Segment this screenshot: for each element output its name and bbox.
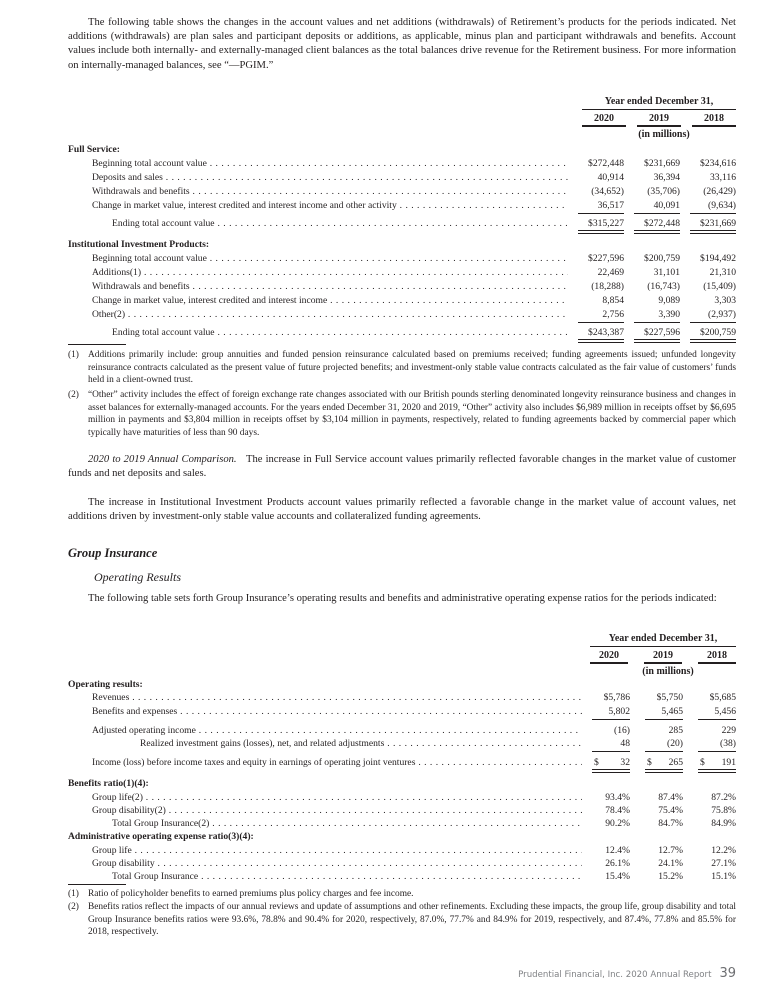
- footnote-divider: [68, 884, 126, 885]
- year-2019: 2019: [637, 113, 681, 127]
- footnote-1: (1) Ratio of policyholder benefits to earned premiums plus policy charges and fee income.: [68, 889, 414, 899]
- footer-text: Prudential Financial, Inc. 2020 Annual Report: [518, 970, 712, 980]
- table-row-total: Ending total account value . . . $315,227 $272,448 $231,669: [68, 218, 736, 230]
- year-ended-label: Year ended December 31,: [582, 96, 736, 110]
- table-row: Beginning total account value . . . $272,448 $231,669 $234,616: [68, 158, 736, 170]
- table-row: Withdrawals and benefits . . . (34,652) (35,706) (26,429): [68, 186, 736, 198]
- footnote-2: (2) Benefits ratios reflect the impacts of our annual reviews and update of assumptions and other refinements. Excluding these impacts, the group life, group disability and total Group Insurance benefits ratios were 93.6%, 78.8% and 90.4% for 2020, respectively, 87.0%, 77.7% and 84.9% for 2019, respectively, and 87.4%, 77.8% and 85.5% for 2018, respectively.: [68, 902, 736, 938]
- units-label: (in millions): [638, 129, 690, 140]
- table-header: [590, 633, 736, 677]
- table-row: Total Group Insurance(2) . . . 90.2% 84.7% 84.9%: [68, 818, 736, 830]
- section-title: Institutional Investment Products:: [68, 239, 210, 250]
- table-row: Withdrawals and benefits . . . (18,288) (16,743) (15,409): [68, 281, 736, 293]
- table-row: Revenues . . . $5,786 $5,750 $5,685: [68, 692, 736, 704]
- section-title: Benefits ratio(1)(4):: [68, 778, 149, 789]
- table-row: Adjusted operating income . . . (16) 285 229: [68, 725, 736, 737]
- table-row: Additions(1) . . . 22,469 31,101 21,310: [68, 267, 736, 279]
- table-header: [582, 96, 736, 140]
- section-title: Administrative operating expense ratio(3)(4):: [68, 831, 254, 842]
- table-row: Realized investment gains (losses), net, and related adjustments . . . 48 (20) (38): [68, 738, 736, 750]
- table-row: Group disability(2) . . . 78.4% 75.4% 75.8%: [68, 805, 736, 817]
- section-heading-group-insurance: Group Insurance: [68, 546, 158, 560]
- table-row: Change in market value, interest credited and interest income and other activity . . . 36,517 40,091 (9,634): [68, 200, 736, 212]
- table-row-total: Ending total account value . . . $243,387 $227,596 $200,759: [68, 327, 736, 339]
- comparison-paragraph-1: 2020 to 2019 Annual Comparison. The increase in Full Service account values primarily reflected favorable changes in the market value of customer funds and net deposits and sales.: [68, 454, 737, 480]
- table-row: Group disability . . . 26.1% 24.1% 27.1%: [68, 858, 736, 870]
- year-2018: 2018: [698, 650, 736, 664]
- year-2020: 2020: [582, 113, 626, 127]
- subheading-operating-results: Operating Results: [94, 570, 181, 584]
- table-row: Total Group Insurance . . . 15.4% 15.2% 15.1%: [68, 871, 736, 883]
- table-row-total: Income (loss) before income taxes and equity in earnings of operating joint ventures . . . $ 32 $ 265 $ 191: [68, 757, 736, 769]
- table-row: Other(2) . . . 2,756 3,390 (2,937): [68, 309, 736, 321]
- footnote-1: (1) Additions primarily include: group annuities and funded pension reinsurance calculated based on premiums received; funding agreements issued; unfunded longevity reinsurance contracts calculated as the present value of future projected benefits; and investment-only stable value contracts calculated as the fair value of customers’ funds held in a client-owned trust.: [68, 350, 736, 386]
- footnote-divider: [68, 344, 126, 345]
- table-row: Group life(2) . . . 93.4% 87.4% 87.2%: [68, 792, 736, 804]
- table-row: Group life . . . 12.4% 12.7% 12.2%: [68, 845, 736, 857]
- footnote-2: (2) “Other” activity includes the effect of foreign exchange rate changes associated with our British pounds sterling denominated longevity reinsurance business and changes in asset balances for externally-managed accounts. For the years ended December 31, 2020 and 2019, “Other” activity also includes $6,989 million in receipts offset by $6,695 million in payments and $3,804 million in receipts offset by $3,104 million in payments, respectively, related to funding agreements backed by commercial paper which typically have maturities of less than 90 days.: [68, 390, 736, 438]
- intro-paragraph: The following table shows the changes in the account values and net additions (withdrawals) of Retirement’s products for the periods indicated. Net additions (withdrawals) are plan sales and participant deposits or additions, as applicable, minus plan and participant withdrawals and benefits. Account values include both internally- and externally-managed client balances as the total balances drive revenue for the Retirement business. For more information on internally-managed balances, see “—PGIM.”: [68, 17, 736, 71]
- units-label: (in millions): [642, 666, 694, 677]
- section-title: Full Service:: [68, 144, 120, 155]
- group-insurance-intro: The following table sets forth Group Insurance’s operating results and benefits and administrative operating expense ratios for the periods indicated:: [88, 593, 717, 604]
- year-ended-label: Year ended December 31,: [590, 633, 736, 647]
- page-footer: [518, 966, 736, 981]
- page-number: 39: [719, 966, 736, 981]
- table-row: Beginning total account value . . . $227,596 $200,759 $194,492: [68, 253, 736, 265]
- year-2019: 2019: [644, 650, 682, 664]
- year-2018: 2018: [692, 113, 736, 127]
- comparison-lead: 2020 to 2019 Annual Comparison.: [88, 454, 237, 465]
- year-2020: 2020: [590, 650, 628, 664]
- table-row: Change in market value, interest credited and interest income . . . 8,854 9,089 3,303: [68, 295, 736, 307]
- comparison-paragraph-2: The increase in Institutional Investment Products account values primarily reflected a favorable change in the market value of account values, net additions driven by investment-only stable value accounts and collateralized funding agreements.: [68, 497, 736, 523]
- section-title: Operating results:: [68, 679, 143, 690]
- table-row: Deposits and sales . . . 40,914 36,394 33,116: [68, 172, 736, 184]
- table-row: Benefits and expenses . . . 5,802 5,465 5,456: [68, 706, 736, 718]
